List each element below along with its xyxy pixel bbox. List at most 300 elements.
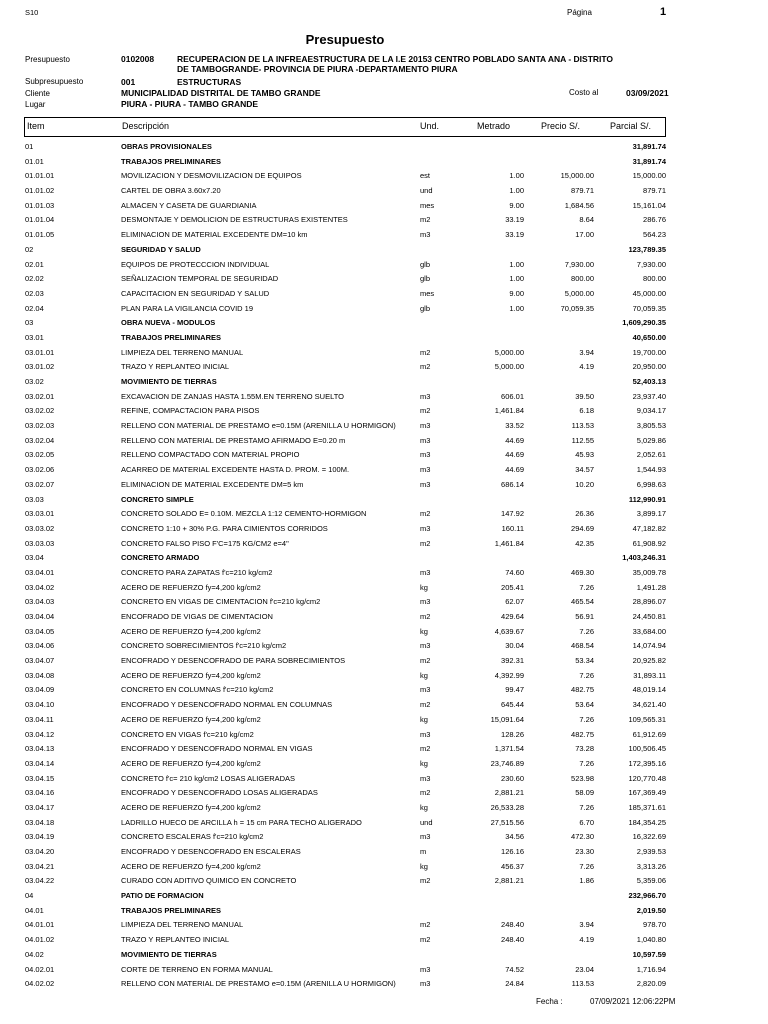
row-unit: m3	[420, 523, 431, 533]
row-description: LIMPIEZA DEL TERRENO MANUAL	[121, 347, 244, 357]
page-number: 1	[660, 6, 667, 18]
row-metrado: 160.11	[501, 523, 524, 533]
row-parcial: 20,950.00	[632, 362, 666, 372]
row-description: CONCRETO SOBRECIMIENTOS f'c=210 kg/cm2	[121, 641, 287, 651]
subpresupuesto-name: ESTRUCTURAS	[177, 77, 242, 87]
row-unit: m	[420, 847, 427, 856]
row-parcial: 232,966.70	[628, 891, 666, 901]
row-precio: 482.75	[571, 685, 594, 695]
row-parcial: 15,161.04	[632, 200, 666, 210]
row-description: PATIO DE FORMACION	[121, 891, 204, 901]
row-item: 01	[25, 142, 34, 151]
row-parcial: 31,891.74	[632, 142, 666, 151]
row-item: 03.02	[25, 377, 44, 386]
row-item: 03.04.17	[25, 802, 55, 812]
row-description: ACERO DE REFUERZO fy=4,200 kg/cm2	[121, 626, 261, 636]
row-description: ENCOFRADO Y DESENCOFRADO EN ESCALERAS	[121, 847, 301, 856]
row-precio: 26.36	[575, 509, 594, 519]
table-row	[0, 183, 768, 198]
row-unit: m3	[420, 685, 431, 695]
row-parcial: 47,182.82	[632, 523, 666, 533]
row-description: CONCRETO f'c= 210 kg/cm2 LOSAS ALIGERADAS	[121, 773, 296, 783]
table-row	[0, 844, 768, 859]
row-precio: 7.26	[579, 626, 594, 636]
row-description: CONCRETO ARMADO	[121, 553, 200, 563]
row-description: RELLENO COMPACTADO CON MATERIAL PROPIO	[121, 450, 300, 460]
row-precio: 34.57	[575, 465, 594, 475]
row-parcial: 70,059.35	[632, 303, 666, 313]
row-parcial: 879.71	[643, 186, 666, 196]
row-precio: 7.26	[579, 861, 594, 871]
row-precio: 70,059.35	[560, 303, 594, 313]
table-row	[0, 330, 768, 345]
row-precio: 17.00	[575, 230, 594, 240]
row-item: 03.02.05	[25, 450, 55, 460]
table-row	[0, 859, 768, 874]
table-row	[0, 785, 768, 800]
table-row	[0, 227, 768, 242]
row-precio: 7.26	[579, 802, 594, 812]
table-row	[0, 815, 768, 830]
row-description: REFINE, COMPACTACION PARA PISOS	[121, 406, 260, 416]
row-metrado: 230.60	[501, 773, 524, 783]
row-description: CONCRETO EN VIGAS f'c=210 kg/cm2	[121, 729, 254, 739]
row-unit: m3	[420, 435, 431, 445]
row-unit: mes	[420, 200, 435, 210]
row-parcial: 1,040.80	[636, 935, 666, 945]
row-description: ACERO DE REFUERZO fy=4,200 kg/cm2	[121, 670, 261, 680]
column-header-descripcion: Descripción	[122, 121, 170, 131]
row-parcial: 1,716.94	[636, 964, 666, 974]
row-unit: m2	[420, 935, 431, 945]
costo-label: Costo al	[569, 88, 599, 97]
row-parcial: 1,544.93	[636, 465, 666, 475]
row-item: 03.04.21	[25, 861, 55, 871]
table-row	[0, 447, 768, 462]
row-parcial: 31,891.74	[632, 156, 666, 166]
row-parcial: 61,912.69	[632, 729, 666, 739]
row-item: 03.01.01	[25, 347, 55, 357]
row-unit: kg	[420, 802, 428, 812]
row-unit: kg	[420, 626, 428, 636]
row-item: 02.04	[25, 303, 44, 313]
row-item: 03.04.12	[25, 729, 55, 739]
row-item: 02.03	[25, 288, 44, 298]
table-row	[0, 565, 768, 580]
row-parcial: 167,369.49	[628, 788, 666, 798]
row-item: 03.04.05	[25, 626, 55, 636]
subpresupuesto-label: Subpresupuesto	[25, 77, 84, 86]
row-item: 03.04.08	[25, 670, 55, 680]
row-unit: kg	[420, 582, 428, 592]
row-metrado: 33.19	[505, 230, 524, 240]
fecha-value: 07/09/2021 12:06:22PM	[590, 997, 676, 1006]
row-item: 01.01.03	[25, 200, 55, 210]
subpresupuesto-code: 001	[121, 77, 136, 87]
table-row	[0, 271, 768, 286]
row-unit: kg	[420, 670, 428, 680]
row-parcial: 3,805.53	[636, 421, 666, 431]
row-metrado: 1,461.84	[494, 406, 524, 416]
row-description: TRABAJOS PRELIMINARES	[121, 905, 222, 915]
row-parcial: 9,034.17	[636, 406, 666, 416]
row-unit: kg	[420, 714, 428, 724]
row-unit: est	[420, 171, 431, 181]
row-metrado: 1.00	[509, 186, 524, 196]
row-unit: m2	[420, 788, 431, 798]
row-parcial: 112,990.91	[628, 494, 666, 504]
row-precio: 1.86	[579, 876, 594, 886]
row-item: 03.02.03	[25, 421, 55, 431]
row-description: ELIMINACION DE MATERIAL EXCEDENTE DM=10 km	[121, 230, 308, 240]
row-parcial: 5,359.06	[636, 876, 666, 886]
row-item: 04.02.01	[25, 964, 55, 974]
row-unit: m3	[420, 729, 431, 739]
table-row	[0, 609, 768, 624]
row-unit: m2	[420, 744, 431, 754]
row-description: CONCRETO 1:10 + 30% P.G. PARA CIMIENTOS CORRIDOS	[121, 523, 328, 533]
row-precio: 5,000.00	[564, 288, 594, 298]
row-precio: 472.30	[571, 832, 594, 842]
lugar-value: PIURA - PIURA - TAMBO GRANDE	[121, 99, 259, 109]
row-precio: 4.19	[579, 362, 594, 372]
row-parcial: 14,074.94	[632, 641, 666, 651]
row-precio: 7,930.00	[564, 259, 594, 269]
table-row	[0, 286, 768, 301]
row-unit: m3	[420, 230, 431, 240]
row-metrado: 5,000.00	[494, 347, 524, 357]
page-title: Presupuesto	[305, 32, 385, 47]
doc-code: S10	[25, 8, 39, 17]
row-precio: 53.64	[575, 700, 594, 710]
row-parcial: 564.23	[643, 230, 666, 240]
row-parcial: 172,395.16	[628, 758, 666, 768]
row-item: 04	[25, 891, 34, 901]
row-item: 03	[25, 318, 34, 328]
row-description: ENCOFRADO DE VIGAS DE CIMENTACION	[121, 612, 273, 621]
row-description: LADRILLO HUECO DE ARCILLA h = 15 cm PARA TECHO ALIGERADO	[121, 817, 362, 827]
row-description: ENCOFRADO Y DESENCOFRADO DE PARA SOBRECIMIENTOS	[121, 656, 346, 666]
row-unit: m2	[420, 509, 431, 519]
row-metrado: 429.64	[501, 612, 524, 621]
row-item: 03.01.02	[25, 362, 55, 372]
row-parcial: 2,019.50	[636, 905, 666, 915]
column-header-precio: Precio S/.	[541, 121, 581, 131]
row-description: ACARREO DE MATERIAL EXCEDENTE HASTA D. PROM. = 100M.	[121, 465, 350, 475]
row-unit: und	[420, 817, 433, 827]
row-metrado: 33.19	[505, 215, 524, 225]
row-metrado: 606.01	[501, 391, 524, 401]
row-metrado: 44.69	[505, 465, 524, 475]
costo-date: 03/09/2021	[626, 88, 669, 98]
row-unit: m3	[420, 421, 431, 431]
row-parcial: 31,893.11	[633, 670, 666, 680]
row-parcial: 34,621.40	[632, 700, 666, 710]
row-unit: glb	[420, 259, 431, 269]
row-parcial: 109,565.31	[628, 714, 666, 724]
row-parcial: 123,789.35	[628, 244, 666, 254]
row-unit: m2	[420, 406, 431, 416]
row-metrado: 1.00	[509, 274, 524, 284]
row-metrado: 686.14	[501, 479, 524, 489]
row-item: 03.04.18	[25, 817, 55, 827]
table-row	[0, 389, 768, 404]
table-row	[0, 712, 768, 727]
column-header-metrado: Metrado	[477, 121, 511, 131]
row-description: ENCOFRADO Y DESENCOFRADO NORMAL EN VIGAS	[121, 744, 313, 754]
row-metrado: 1,371.54	[494, 744, 524, 754]
row-unit: m3	[420, 597, 431, 607]
page-label: Página	[567, 8, 592, 17]
row-item: 02.01	[25, 259, 44, 269]
row-parcial: 15,000.00	[632, 171, 666, 181]
row-description: PLAN PARA LA VIGILANCIA COVID 19	[121, 303, 254, 313]
table-row	[0, 550, 768, 565]
row-item: 03.04.20	[25, 847, 55, 856]
row-metrado: 33.52	[505, 421, 524, 431]
row-metrado: 147.92	[501, 509, 524, 519]
row-item: 03.03	[25, 494, 44, 504]
table-row	[0, 521, 768, 536]
row-description: TRABAJOS PRELIMINARES	[121, 156, 222, 166]
row-unit: m3	[420, 964, 431, 974]
row-unit: glb	[420, 274, 431, 284]
cliente-label: Cliente	[25, 89, 50, 98]
row-metrado: 1.00	[509, 259, 524, 269]
row-description: ENCOFRADO Y DESENCOFRADO NORMAL EN COLUMNAS	[121, 700, 333, 710]
row-unit: m3	[420, 979, 431, 989]
row-description: MOVIMIENTO DE TIERRAS	[121, 377, 217, 386]
row-unit: m2	[420, 538, 431, 548]
table-row	[0, 315, 768, 330]
row-unit: m3	[420, 465, 431, 475]
row-description: OBRAS PROVISIONALES	[121, 142, 212, 151]
row-parcial: 24,450.81	[632, 612, 666, 621]
row-unit: m2	[420, 700, 431, 710]
row-precio: 23.04	[575, 964, 594, 974]
table-row	[0, 800, 768, 815]
row-parcial: 2,052.61	[636, 450, 666, 460]
table-row	[0, 168, 768, 183]
row-description: TRAZO Y REPLANTEO INICIAL	[121, 935, 230, 945]
row-description: ACERO DE REFUERZO fy=4,200 kg/cm2	[121, 582, 261, 592]
row-metrado: 34.56	[505, 832, 524, 842]
row-precio: 482.75	[571, 729, 594, 739]
presupuesto-label: Presupuesto	[25, 55, 70, 64]
table-row	[0, 962, 768, 977]
table-row	[0, 506, 768, 521]
row-precio: 523.98	[571, 773, 594, 783]
row-parcial: 286.76	[643, 215, 666, 225]
table-row	[0, 462, 768, 477]
row-precio: 465.54	[571, 597, 594, 607]
row-description: TRAZO Y REPLANTEO INICIAL	[121, 362, 230, 372]
row-precio: 468.54	[571, 641, 594, 651]
row-unit: m3	[420, 391, 431, 401]
row-item: 03.04.16	[25, 788, 55, 798]
row-description: ACERO DE REFUERZO fy=4,200 kg/cm2	[121, 714, 261, 724]
table-row	[0, 697, 768, 712]
row-description: MOVIMIENTO DE TIERRAS	[121, 949, 217, 959]
row-item: 04.01.02	[25, 935, 55, 945]
row-parcial: 5,029.86	[636, 435, 666, 445]
row-item: 03.02.01	[25, 391, 55, 401]
row-description: OBRA NUEVA - MODULOS	[121, 318, 216, 328]
row-parcial: 7,930.00	[636, 259, 666, 269]
row-item: 04.01	[25, 905, 44, 915]
row-item: 03.04.10	[25, 700, 55, 710]
column-header-item: Item	[27, 121, 45, 131]
row-description: RELLENO CON MATERIAL DE PRESTAMO e=0.15M (ARENILLA U HORMIGON)	[121, 421, 396, 431]
row-metrado: 392.31	[501, 656, 524, 666]
row-item: 04.01.01	[25, 920, 55, 930]
table-row	[0, 638, 768, 653]
table-row	[0, 727, 768, 742]
row-description: EXCAVACION DE ZANJAS HASTA 1.55M.EN TERRENO SUELTO	[121, 391, 344, 401]
row-metrado: 128.26	[501, 729, 524, 739]
row-parcial: 3,899.17	[636, 509, 666, 519]
row-item: 03.03.03	[25, 538, 55, 548]
row-precio: 469.30	[571, 567, 594, 577]
table-row	[0, 139, 768, 154]
row-description: CAPACITACION EN SEGURIDAD Y SALUD	[121, 288, 270, 298]
row-unit: m2	[420, 612, 431, 621]
row-item: 02	[25, 244, 34, 254]
row-metrado: 248.40	[501, 935, 524, 945]
row-parcial: 3,313.26	[636, 861, 666, 871]
row-metrado: 44.69	[505, 435, 524, 445]
row-item: 04.02	[25, 949, 44, 959]
table-row	[0, 154, 768, 169]
table-row	[0, 374, 768, 389]
row-description: TRABAJOS PRELIMINARES	[121, 332, 222, 342]
row-item: 01.01.01	[25, 171, 55, 181]
row-metrado: 15,091.64	[490, 714, 524, 724]
row-item: 03.04.22	[25, 876, 55, 886]
row-parcial: 800.00	[643, 274, 666, 284]
row-description: MOVILIZACION Y DESMOVILIZACION DE EQUIPOS	[121, 171, 302, 181]
row-item: 03.04.19	[25, 832, 55, 842]
row-description: CONCRETO PARA ZAPATAS f'c=210 kg/cm2	[121, 567, 273, 577]
row-unit: und	[420, 186, 433, 196]
row-item: 03.02.06	[25, 465, 55, 475]
row-parcial: 45,000.00	[632, 288, 666, 298]
table-row	[0, 903, 768, 918]
row-item: 01.01.04	[25, 215, 55, 225]
row-description: ALMACEN Y CASETA DE GUARDIANIA	[121, 200, 257, 210]
table-row	[0, 947, 768, 962]
row-precio: 8.64	[579, 215, 594, 225]
row-metrado: 456.37	[501, 861, 524, 871]
row-unit: m3	[420, 479, 431, 489]
row-description: CONCRETO SIMPLE	[121, 494, 194, 504]
table-row	[0, 653, 768, 668]
row-precio: 23.30	[575, 847, 594, 856]
row-item: 03.04.11	[25, 714, 54, 724]
row-precio: 45.93	[575, 450, 594, 460]
row-parcial: 1,491.28	[636, 582, 666, 592]
row-precio: 3.94	[579, 347, 594, 357]
row-description: ACERO DE REFUERZO fy=4,200 kg/cm2	[121, 861, 261, 871]
row-item: 01.01.05	[25, 230, 55, 240]
row-precio: 7.26	[579, 582, 594, 592]
table-row	[0, 492, 768, 507]
row-item: 02.02	[25, 274, 44, 284]
row-item: 01.01	[25, 156, 44, 166]
row-metrado: 4,392.99	[494, 670, 524, 680]
row-description: ACERO DE REFUERZO fy=4,200 kg/cm2	[121, 758, 261, 768]
table-row	[0, 594, 768, 609]
row-description: EQUIPOS DE PROTECCCION INDIVIDUAL	[121, 259, 270, 269]
row-precio: 112.55	[571, 435, 594, 445]
row-description: ENCOFRADO Y DESENCOFRADO LOSAS ALIGERADAS	[121, 788, 318, 798]
table-row	[0, 873, 768, 888]
row-precio: 15,000.00	[560, 171, 594, 181]
row-unit: m2	[420, 876, 431, 886]
row-parcial: 978.70	[643, 920, 666, 930]
row-item: 03.02.07	[25, 479, 55, 489]
row-item: 03.04.14	[25, 758, 55, 768]
row-precio: 53.34	[575, 656, 594, 666]
row-unit: kg	[420, 861, 428, 871]
table-row	[0, 403, 768, 418]
row-description: CURADO CON ADITIVO QUIMICO EN CONCRETO	[121, 876, 297, 886]
table-row	[0, 741, 768, 756]
row-parcial: 184,354.25	[628, 817, 666, 827]
row-parcial: 120,770.48	[628, 773, 666, 783]
table-row	[0, 198, 768, 213]
row-unit: m3	[420, 567, 431, 577]
table-row	[0, 888, 768, 903]
row-precio: 3.94	[579, 920, 594, 930]
row-parcial: 33,684.00	[632, 626, 666, 636]
row-description: SEÑALIZACION TEMPORAL DE SEGURIDAD	[121, 274, 279, 284]
row-precio: 73.28	[575, 744, 594, 754]
row-item: 03.04.04	[25, 612, 55, 621]
table-row	[0, 418, 768, 433]
row-parcial: 2,939.53	[636, 847, 666, 856]
row-description: CONCRETO FALSO PISO F'C=175 KG/CM2 e=4"	[121, 538, 289, 548]
table-row	[0, 242, 768, 257]
row-item: 03.03.01	[25, 509, 55, 519]
row-item: 03.04.09	[25, 685, 55, 695]
table-row	[0, 257, 768, 272]
row-item: 03.04.15	[25, 773, 55, 783]
row-description: CONCRETO ESCALERAS f'c=210 kg/cm2	[121, 832, 264, 842]
row-item: 03.04.07	[25, 656, 55, 666]
table-row	[0, 976, 768, 991]
row-metrado: 26,533.28	[490, 802, 524, 812]
row-metrado: 4,639.67	[494, 626, 524, 636]
presupuesto-name: RECUPERACION DE LA INFREAESTRUCTURA DE LA I.E 20153 CENTRO POBLADO SANTA ANA - DISTRITO DE TAMBOGRANDE- PROVINCIA DE PIURA -DEPARTAMENTO PIURA	[177, 54, 614, 74]
row-metrado: 2,881.21	[494, 876, 524, 886]
row-parcial: 100,506.45	[628, 744, 666, 754]
row-precio: 7.26	[579, 714, 594, 724]
row-parcial: 28,896.07	[632, 597, 666, 607]
row-metrado: 23,746.89	[490, 758, 524, 768]
row-metrado: 1,461.84	[494, 538, 524, 548]
budget-table-body	[0, 139, 768, 991]
row-precio: 4.19	[579, 935, 594, 945]
presupuesto-code: 0102008	[121, 54, 155, 64]
row-description: RELLENO CON MATERIAL DE PRESTAMO AFIRMADO E=0.20 m	[121, 435, 346, 445]
row-metrado: 1.00	[509, 303, 524, 313]
row-item: 03.04.06	[25, 641, 55, 651]
row-item: 03.04.02	[25, 582, 55, 592]
row-unit: m3	[420, 773, 431, 783]
row-precio: 7.26	[579, 758, 594, 768]
table-row	[0, 917, 768, 932]
